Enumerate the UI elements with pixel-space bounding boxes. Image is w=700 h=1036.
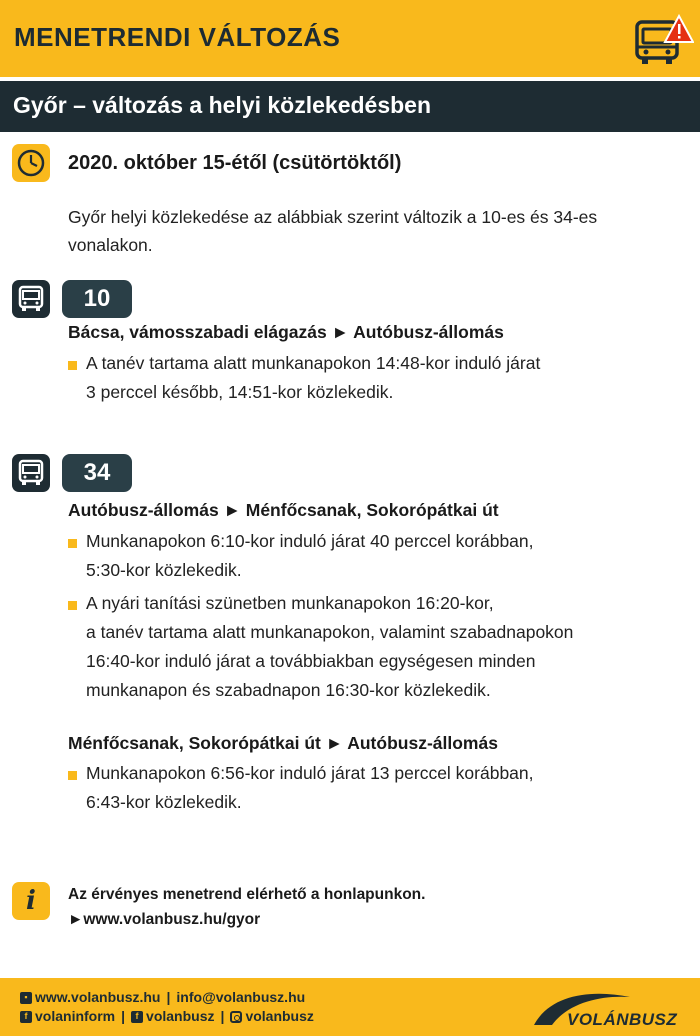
line-34-header: [12, 454, 132, 492]
bullet-list: [68, 349, 688, 407]
bullet-square-icon: [68, 361, 77, 370]
line-number-badge: 10: [62, 280, 132, 318]
route-title: Ménfőcsanak, Sokorópátkai út ► Autóbusz-állomás: [68, 733, 498, 753]
subheader-bar: [0, 81, 700, 132]
footer-facebook-link[interactable]: volanbusz: [146, 1008, 215, 1024]
brand-logo-text: VOLÁNBUSZ: [567, 1010, 678, 1029]
clock-icon: [12, 144, 50, 182]
bus-icon: [12, 454, 50, 492]
line-10-header: [12, 280, 132, 318]
bus-warning-icon: [634, 14, 694, 66]
effective-date-row: [12, 143, 401, 183]
web-icon: ▪: [20, 992, 32, 1004]
bullet-square-icon: [68, 539, 77, 548]
info-line: Az érvényes menetrend elérhető a honlapunkon.: [68, 886, 426, 903]
list-item-continuation: a tanév tartama alatt munkanapokon, valamint szabadnapokon: [86, 622, 574, 642]
effective-date: 2020. október 15-étől (csütörtöktől): [68, 151, 402, 174]
bullet-square-icon: [68, 771, 77, 780]
list-item-continuation: munkanapon és szabadnapon 16:30-kor közlekedik.: [86, 680, 491, 700]
bullet-list: [68, 527, 688, 705]
list-item-continuation: 3 perccel később, 14:51-kor közlekedik.: [86, 382, 394, 402]
list-item-continuation: 16:40-kor induló járat a továbbiakban egységesen minden: [86, 651, 536, 671]
list-item-continuation: 5:30-kor közlekedik.: [86, 560, 242, 580]
list-item: A tanév tartama alatt munkanapokon 14:48-kor induló járat: [68, 349, 688, 378]
list-item: Munkanapokon 6:56-kor induló járat 13 perccel korábban,: [68, 759, 688, 788]
route-title: Autóbusz-állomás ► Ménfőcsanak, Sokorópátkai út: [68, 500, 499, 520]
page-title: MENETRENDI VÁLTOZÁS: [14, 22, 341, 52]
facebook-icon: f: [131, 1011, 143, 1023]
list-item-continuation: 6:43-kor közlekedik.: [86, 792, 242, 812]
facebook-icon: f: [20, 1011, 32, 1023]
footer-facebook-link[interactable]: volaninform: [35, 1008, 116, 1024]
info-icon: i: [12, 882, 50, 920]
footer-web-link[interactable]: www.volanbusz.hu: [35, 989, 161, 1005]
header-bar: [0, 0, 700, 77]
list-item: A nyári tanítási szünetben munkanapokon 16:20-kor,: [68, 589, 688, 618]
info-row: [12, 882, 425, 932]
list-item: Munkanapokon 6:10-kor induló járat 40 perccel korábban,: [68, 527, 688, 556]
timetable-link[interactable]: ►www.volanbusz.hu/gyor: [68, 911, 261, 928]
footer-email-link[interactable]: info@volanbusz.hu: [176, 989, 306, 1005]
bullet-square-icon: [68, 601, 77, 610]
instagram-icon: [230, 1011, 242, 1023]
bullet-list: [68, 759, 688, 817]
section-title: Győr – változás a helyi közlekedésben: [13, 92, 432, 118]
footer-instagram-link[interactable]: volanbusz: [245, 1008, 314, 1024]
line-number-badge: 34: [62, 454, 132, 492]
bus-icon: [12, 280, 50, 318]
route-title: Bácsa, vámosszabadi elágazás ► Autóbusz-állomás: [68, 322, 504, 342]
footer-contacts: ▪ www.volanbusz.hu | info@volanbusz.hu f volaninform | f volanbusz | volanbusz: [20, 988, 314, 1026]
intro-text: Győr helyi közlekedése az alábbiak szerint változik a 10-es és 34-es vonalakon.: [68, 207, 598, 255]
info-text: [68, 882, 425, 932]
